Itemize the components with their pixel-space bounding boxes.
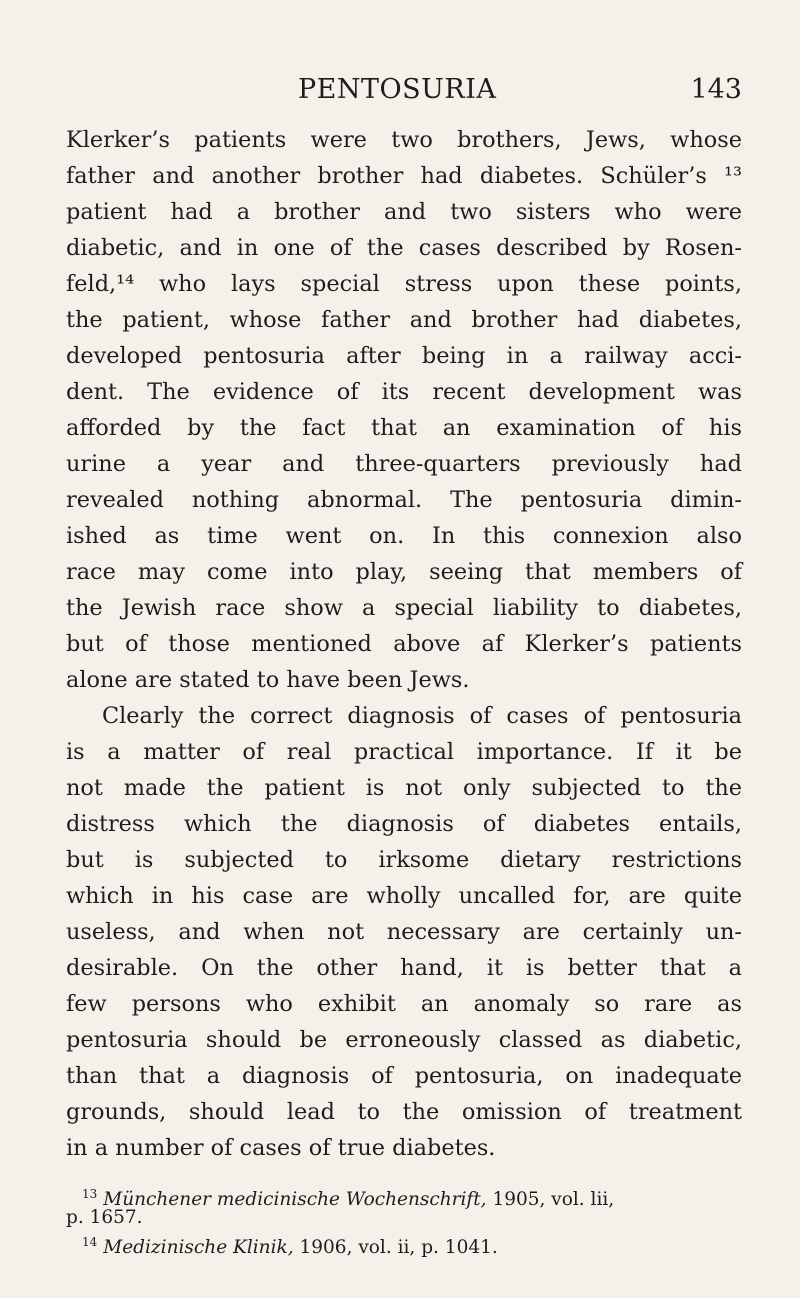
footnote-13-continuation: p. 1657.	[66, 1207, 143, 1228]
text-line: feld,¹⁴ who lays special stress upon these points,	[66, 271, 742, 297]
footnote-title: Münchener medicinische Wochenschrift,	[103, 1189, 487, 1211]
body-text	[66, 122, 742, 1166]
page-header	[0, 74, 800, 114]
text-line: Clearly the correct diagnosis of cases of pentosuria	[102, 703, 742, 729]
footnote-text: 1906, vol. ii, p. 1041.	[293, 1237, 498, 1259]
text-line: desirable. On the other hand, it is better that a	[66, 955, 742, 981]
text-line: useless, and when not necessary are certainly un-	[66, 919, 742, 945]
text-line: few persons who exhibit an anomaly so rare as	[66, 991, 742, 1017]
text-line: urine a year and three-quarters previously had	[66, 451, 742, 477]
footnote-13	[66, 1182, 742, 1211]
footnotes	[66, 1182, 742, 1259]
text-line: which in his case are wholly uncalled for, are quite	[66, 883, 742, 909]
text-line: grounds, should lead to the omission of treatment	[66, 1099, 742, 1125]
text-line: than that a diagnosis of pentosuria, on inadequate	[66, 1063, 742, 1089]
page-number: 143	[690, 74, 742, 105]
footnote-marker: 14	[82, 1235, 98, 1249]
text-line: but of those mentioned above af Klerker’s patients	[66, 631, 742, 657]
text-line: in a number of cases of true diabetes.	[66, 1135, 496, 1161]
text-line: is a matter of real practical importance. If it be	[66, 739, 742, 765]
text-line: alone are stated to have been Jews.	[66, 667, 470, 693]
text-line: the patient, whose father and brother had diabetes,	[66, 307, 742, 333]
text-line: developed pentosuria after being in a railway acci-	[66, 343, 742, 369]
text-line: revealed nothing abnormal. The pentosuria dimin-	[66, 487, 742, 513]
text-line: afforded by the fact that an examination of his	[66, 415, 742, 441]
footnote-14	[66, 1230, 742, 1259]
text-line: pentosuria should be erroneously classed as diabetic,	[66, 1027, 742, 1053]
text-line: father and another brother had diabetes. Schüler’s ¹³	[66, 163, 742, 189]
footnote-text: 1905, vol. lii,	[486, 1189, 615, 1211]
text-line: dent. The evidence of its recent development was	[66, 379, 742, 405]
text-line: but is subjected to irksome dietary restrictions	[66, 847, 742, 873]
text-line: not made the patient is not only subjected to the	[66, 775, 742, 801]
text-line: the Jewish race show a special liability to diabetes,	[66, 595, 742, 621]
text-line: distress which the diagnosis of diabetes entails,	[66, 811, 742, 837]
running-head: PENTOSURIA	[298, 74, 497, 105]
text-line: patient had a brother and two sisters who were	[66, 199, 742, 225]
text-line: ished as time went on. In this connexion also	[66, 523, 742, 549]
text-line: race may come into play, seeing that members of	[66, 559, 742, 585]
footnote-title: Medizinische Klinik,	[103, 1237, 294, 1259]
text-line: Klerker’s patients were two brothers, Jews, whose	[66, 127, 742, 153]
footnote-marker: 13	[82, 1187, 98, 1201]
text-line: diabetic, and in one of the cases described by Rosen-	[66, 235, 742, 261]
